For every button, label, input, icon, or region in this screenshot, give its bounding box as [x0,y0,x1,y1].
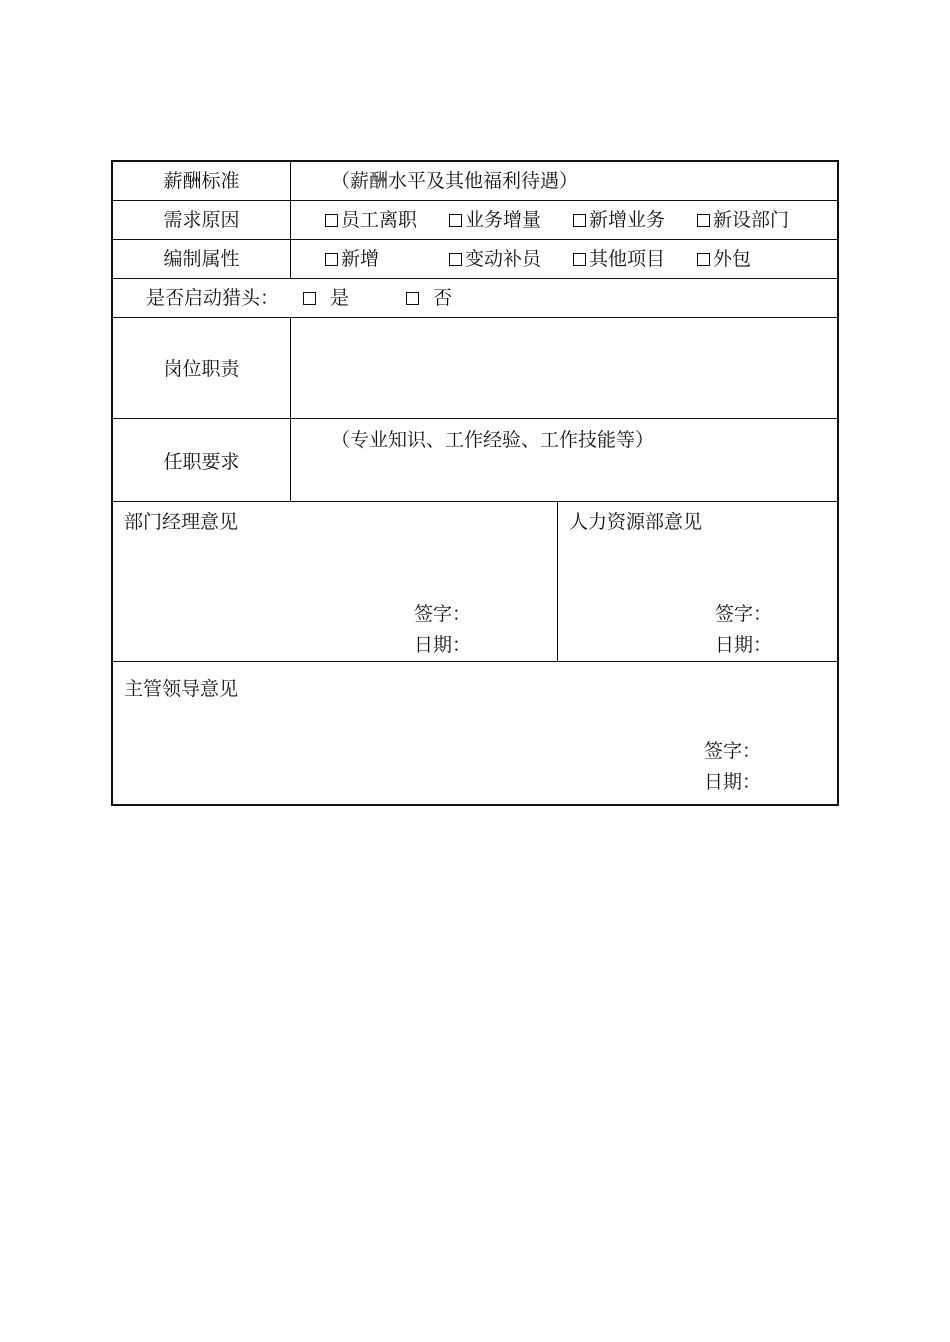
dept-manager-date-label: 日期： [414,634,472,656]
reason-option[interactable]: 新增业务 [573,208,665,232]
reason-label: 需求原因 [163,209,240,231]
row-divider [113,200,837,201]
hr-date-label: 日期： [715,634,773,656]
staffing-option[interactable]: 变动补员 [449,247,541,271]
salary-hint: （薪酬水平及其他福利待遇） [331,170,579,192]
leader-date-label: 日期： [704,771,762,793]
duties-label: 岗位职责 [163,358,240,380]
checkbox[interactable] [303,292,316,305]
column-divider [557,502,558,662]
duties-field[interactable] [293,320,833,415]
checkbox[interactable] [406,292,419,305]
checkbox[interactable] [325,253,338,266]
hr-title: 人力资源部意见 [569,511,703,533]
row-divider [113,661,837,662]
column-divider [290,162,291,279]
staffing-label: 编制属性 [163,248,240,270]
row-divider [113,317,837,318]
checkbox[interactable] [573,214,586,227]
dept-manager-title: 部门经理意见 [124,511,239,533]
checkbox[interactable] [325,214,338,227]
row-divider [113,501,837,502]
requirements-hint: （专业知识、工作经验、工作技能等） [331,429,655,451]
requirements-label: 任职要求 [163,451,240,473]
staffing-option[interactable]: 其他项目 [573,247,665,271]
checkbox[interactable] [449,214,462,227]
checkbox[interactable] [697,214,710,227]
reason-option[interactable]: 员工离职 [325,208,417,232]
staffing-option[interactable]: 新增 [325,247,379,271]
leader-title: 主管领导意见 [124,678,239,700]
checkbox[interactable] [449,253,462,266]
hr-sign-label: 签字： [715,603,773,625]
reason-option[interactable]: 业务增量 [449,208,541,232]
headhunter-yes-option[interactable]: 是 [303,286,349,310]
row-divider [113,239,837,240]
checkbox[interactable] [697,253,710,266]
leader-sign-label: 签字： [704,740,762,762]
row-divider [113,278,837,279]
checkbox[interactable] [573,253,586,266]
headhunter-no-option[interactable]: 否 [406,286,452,310]
headhunter-label: 是否启动猎头： [146,287,280,309]
requisition-form-table [111,160,839,806]
reason-option[interactable]: 新设部门 [697,208,789,232]
staffing-option[interactable]: 外包 [697,247,751,271]
dept-manager-sign-label: 签字： [414,603,472,625]
row-divider [113,418,837,419]
column-divider [290,318,291,502]
salary-label: 薪酬标准 [163,170,240,192]
